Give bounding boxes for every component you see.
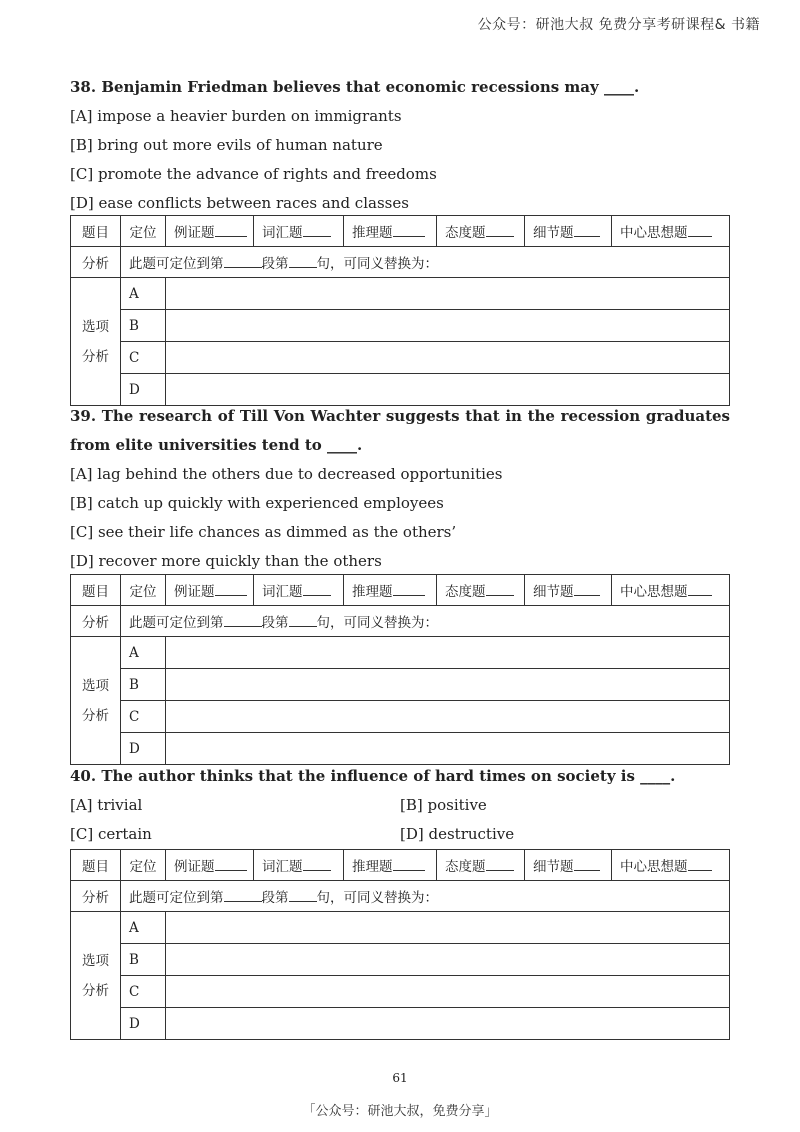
option-analysis-row — [71, 944, 730, 976]
locate-row — [71, 881, 730, 912]
category-cell[interactable]: 词汇题 — [254, 216, 344, 247]
question-40 — [70, 762, 730, 849]
label-ti: 题目 — [71, 575, 121, 606]
category-row — [71, 850, 730, 881]
question-stem: 38. Benjamin Friedman believes that economic recessions may ____. — [70, 78, 640, 96]
page-header: 公众号：研池大叔 免费分享考研课程& 书籍 — [477, 17, 760, 33]
label-option-analysis: 选项 分析 — [71, 278, 121, 406]
label-ti: 题目 — [71, 216, 121, 247]
option-letter: D — [121, 1008, 166, 1040]
option-analysis-row — [71, 701, 730, 733]
category-cell[interactable]: 推理题 — [344, 216, 437, 247]
category-cell[interactable]: 词汇题 — [254, 850, 344, 881]
option-a: [A] impose a heavier burden on immigrants — [70, 107, 402, 125]
option-answer-cell[interactable] — [166, 669, 730, 701]
option-a: [A] lag behind the others due to decreased opportunities — [70, 465, 503, 483]
option-letter: A — [121, 912, 166, 944]
analysis-table-q40 — [70, 849, 730, 1040]
category-cell[interactable]: 态度题 — [437, 575, 525, 606]
option-letter: C — [121, 701, 166, 733]
category-cell[interactable]: 细节题 — [525, 216, 612, 247]
option-d: [D] recover more quickly than the others — [70, 552, 382, 570]
category-cell[interactable]: 推理题 — [344, 850, 437, 881]
option-a: [A] trivial — [70, 796, 143, 814]
option-c: [C] see their life chances as dimmed as the others’ — [70, 523, 457, 541]
option-letter: C — [121, 976, 166, 1008]
option-answer-cell[interactable] — [166, 374, 730, 406]
category-cell[interactable]: 中心思想题 — [612, 575, 730, 606]
option-answer-cell[interactable] — [166, 342, 730, 374]
label-option-analysis: 选项 分析 — [71, 912, 121, 1040]
option-b: [B] catch up quickly with experienced employees — [70, 494, 444, 512]
option-answer-cell[interactable] — [166, 1008, 730, 1040]
option-letter: D — [121, 733, 166, 765]
option-analysis-row — [71, 669, 730, 701]
option-answer-cell[interactable] — [166, 701, 730, 733]
question-39 — [70, 402, 730, 576]
option-analysis-row — [71, 342, 730, 374]
locate-sentence[interactable]: 此题可定位到第 段第 句，可同义替换为： — [121, 881, 730, 912]
option-analysis-row — [71, 976, 730, 1008]
label-fenxi: 分析 — [71, 881, 121, 912]
analysis-table-q38 — [70, 215, 730, 406]
locate-cell: 定位 — [121, 575, 166, 606]
option-letter: A — [121, 637, 166, 669]
page-number: 61 — [392, 1071, 408, 1085]
locate-cell: 定位 — [121, 850, 166, 881]
option-d: [D] destructive — [400, 825, 515, 843]
category-cell[interactable]: 词汇题 — [254, 575, 344, 606]
option-answer-cell[interactable] — [166, 310, 730, 342]
option-letter: B — [121, 310, 166, 342]
locate-row — [71, 606, 730, 637]
locate-sentence[interactable]: 此题可定位到第 段第 句，可同义替换为： — [121, 247, 730, 278]
option-row — [70, 820, 730, 849]
option-letter: C — [121, 342, 166, 374]
option-c: [C] certain — [70, 825, 152, 843]
question-stem: 40. The author thinks that the influence of hard times on society is ____. — [70, 767, 676, 785]
label-option-analysis: 选项 分析 — [71, 637, 121, 765]
option-analysis-row — [71, 912, 730, 944]
option-letter: B — [121, 944, 166, 976]
category-cell[interactable]: 中心思想题 — [612, 216, 730, 247]
option-b: [B] bring out more evils of human nature — [70, 136, 383, 154]
locate-row — [71, 247, 730, 278]
category-cell[interactable]: 态度题 — [437, 850, 525, 881]
question-stem: 39. The research of Till Von Wachter suggests that in the recession graduates from elite universities tend to ____. — [70, 407, 730, 454]
locate-cell: 定位 — [121, 216, 166, 247]
option-c: [C] promote the advance of rights and freedoms — [70, 165, 437, 183]
category-cell[interactable]: 例证题 — [166, 216, 254, 247]
label-fenxi: 分析 — [71, 247, 121, 278]
option-analysis-row — [71, 637, 730, 669]
category-cell[interactable]: 细节题 — [525, 850, 612, 881]
category-cell[interactable]: 例证题 — [166, 575, 254, 606]
option-row — [70, 791, 730, 820]
option-analysis-row — [71, 733, 730, 765]
option-analysis-row — [71, 310, 730, 342]
option-analysis-row — [71, 374, 730, 406]
category-cell[interactable]: 细节题 — [525, 575, 612, 606]
option-analysis-row — [71, 1008, 730, 1040]
locate-sentence[interactable]: 此题可定位到第 段第 句，可同义替换为： — [121, 606, 730, 637]
option-answer-cell[interactable] — [166, 278, 730, 310]
option-letter: A — [121, 278, 166, 310]
label-ti: 题目 — [71, 850, 121, 881]
option-analysis-row — [71, 278, 730, 310]
question-38 — [70, 73, 730, 218]
category-cell[interactable]: 推理题 — [344, 575, 437, 606]
option-b: [B] positive — [400, 796, 487, 814]
option-answer-cell[interactable] — [166, 944, 730, 976]
option-letter: D — [121, 374, 166, 406]
option-answer-cell[interactable] — [166, 733, 730, 765]
category-cell[interactable]: 例证题 — [166, 850, 254, 881]
category-row — [71, 575, 730, 606]
option-letter: B — [121, 669, 166, 701]
label-fenxi: 分析 — [71, 606, 121, 637]
option-answer-cell[interactable] — [166, 912, 730, 944]
option-answer-cell[interactable] — [166, 637, 730, 669]
category-row — [71, 216, 730, 247]
category-cell[interactable]: 中心思想题 — [612, 850, 730, 881]
footer-note: 「公众号：研池大叔，免费分享」 — [302, 1104, 498, 1119]
analysis-table-q39 — [70, 574, 730, 765]
option-d: [D] ease conflicts between races and classes — [70, 194, 409, 212]
option-answer-cell[interactable] — [166, 976, 730, 1008]
category-cell[interactable]: 态度题 — [437, 216, 525, 247]
